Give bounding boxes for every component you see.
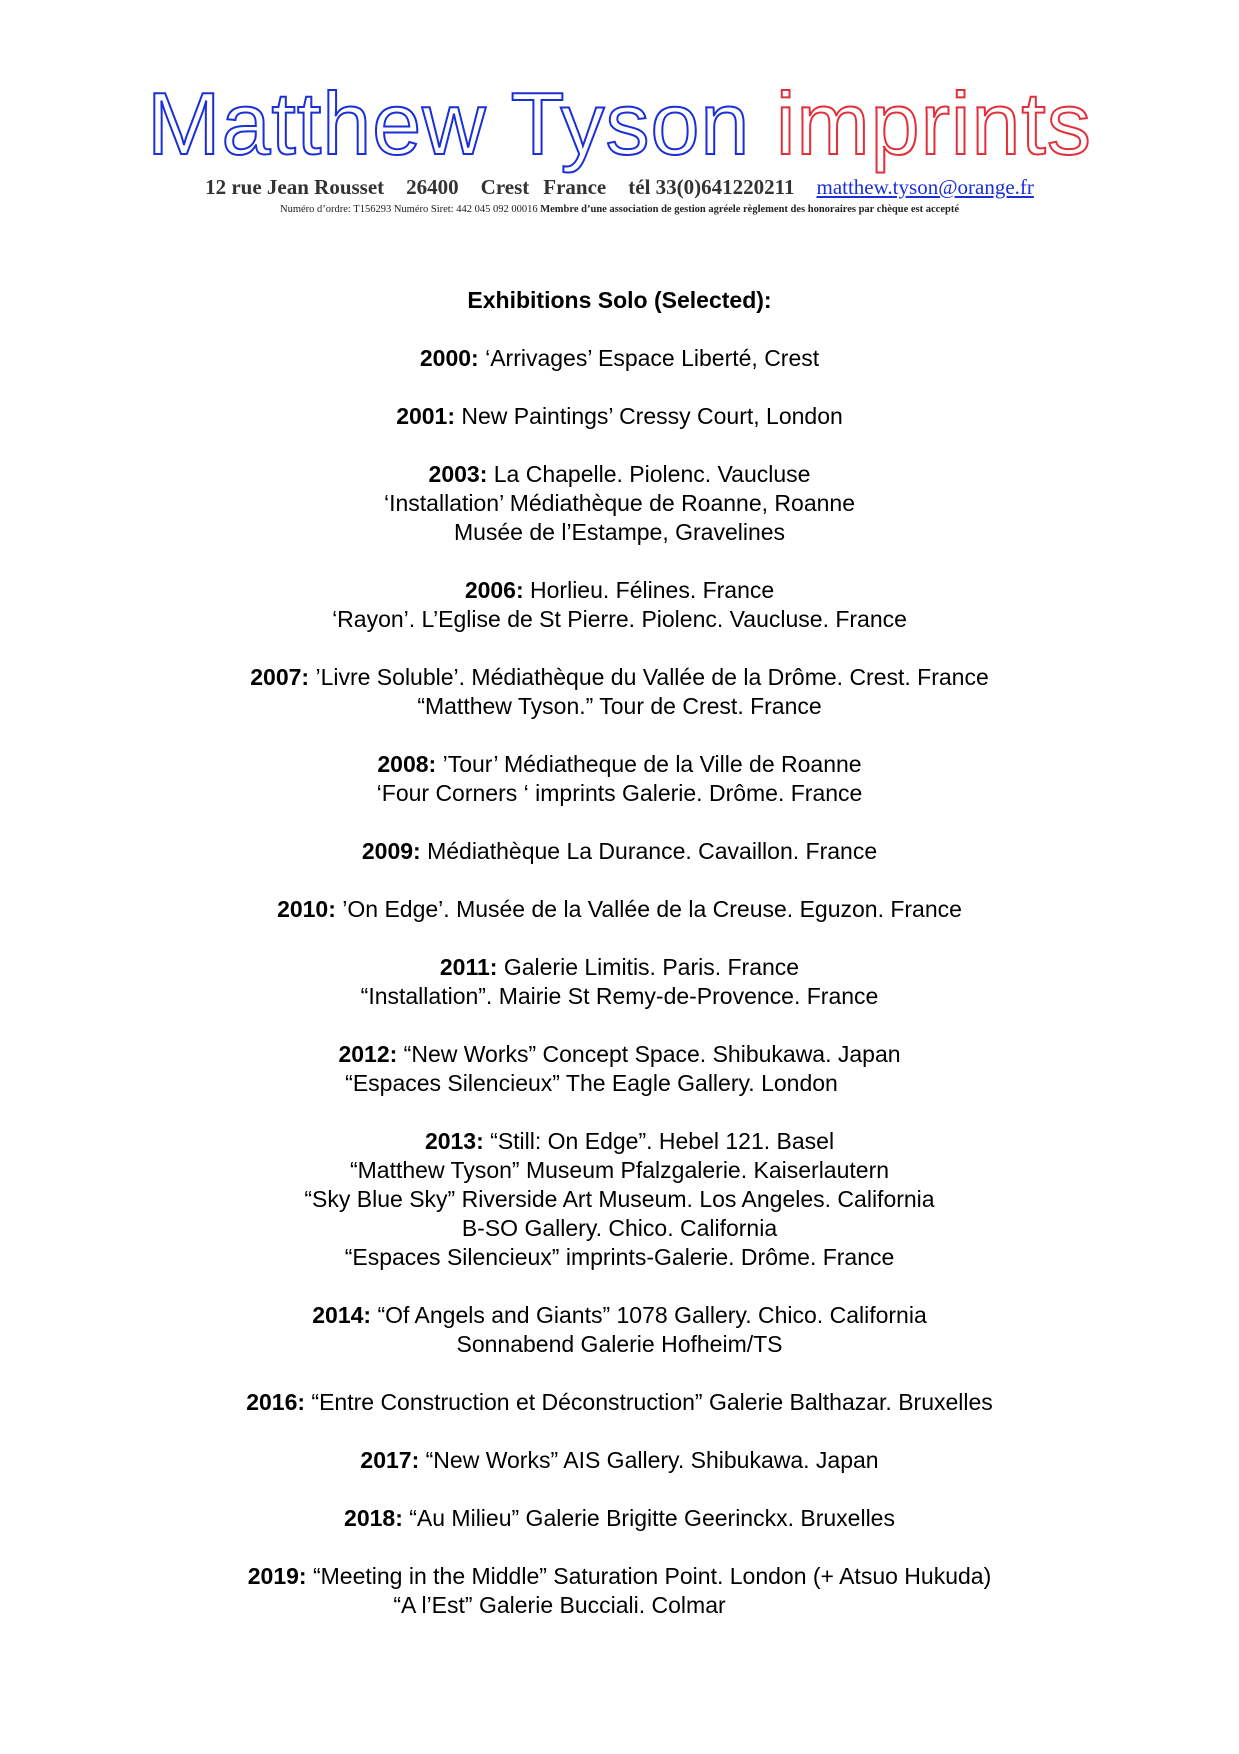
letterhead-logo <box>0 76 1239 172</box>
street: 12 rue Jean Rousset <box>205 175 385 199</box>
exhibition-year: 2007: <box>250 664 310 690</box>
exhibition-entry <box>0 1040 1239 1098</box>
exhibition-line: “New Works” AIS Gallery. Shibukawa. Japan <box>425 1447 879 1473</box>
exhibition-entry <box>0 750 1239 808</box>
phone: tél 33(0)641220211 <box>628 175 795 199</box>
postcode: 26400 <box>406 175 459 199</box>
exhibition-year: 2016: <box>246 1389 306 1415</box>
exhibition-year: 2008: <box>377 751 437 777</box>
exhibition-line: “Of Angels and Giants” 1078 Gallery. Chico. California <box>377 1302 927 1328</box>
exhibition-entry <box>0 460 1239 547</box>
exhibition-line: “Still: On Edge”. Hebel 121. Basel <box>490 1128 835 1154</box>
logo-name: Matthew Tyson <box>147 74 751 173</box>
exhibition-line: “Entre Construction et Déconstruction” Galerie Balthazar. Bruxelles <box>311 1389 993 1415</box>
exhibition-line: La Chapelle. Piolenc. Vaucluse <box>493 461 811 487</box>
registration-numbers: Numéro d’ordre: T156293 Numéro Siret: 442 045 092 00016 <box>280 204 538 215</box>
exhibition-entry <box>0 663 1239 721</box>
exhibition-year: 2014: <box>312 1302 372 1328</box>
exhibition-entry <box>0 344 1239 373</box>
exhibition-year: 2003: <box>428 461 488 487</box>
city: Crest <box>480 175 530 199</box>
address-line <box>0 174 1239 200</box>
exhibition-entry <box>0 1301 1239 1359</box>
exhibitions-section <box>0 286 1239 1649</box>
exhibition-line: Galerie Limitis. Paris. France <box>503 954 800 980</box>
exhibition-year: 2019: <box>247 1563 307 1589</box>
exhibition-line: “Sky Blue Sky” Riverside Art Museum. Los Angeles. California <box>304 1186 935 1212</box>
exhibition-line: “Installation”. Mairie St Remy-de-Provence. France <box>360 983 879 1009</box>
letterhead <box>0 76 1239 172</box>
exhibition-entry <box>0 1388 1239 1417</box>
email-link[interactable]: matthew.tyson@orange.fr <box>816 175 1034 199</box>
exhibition-line: ‘Installation’ Médiathèque de Roanne, Roanne <box>384 490 855 516</box>
exhibition-line: ’Livre Soluble’. Médiathèque du Vallée de la Drôme. Crest. France <box>315 664 989 690</box>
exhibition-line: ’On Edge’. Musée de la Vallée de la Creuse. Eguzon. France <box>342 896 962 922</box>
exhibition-year: 2018: <box>344 1505 403 1531</box>
section-title: Exhibitions Solo (Selected): <box>467 287 772 313</box>
exhibition-line: New Paintings’ Cressy Court, London <box>461 403 843 429</box>
exhibition-line: B-SO Gallery. Chico. California <box>461 1215 778 1241</box>
exhibition-line: “Meeting in the Middle” Saturation Point. London (+ Atsuo Hukuda) <box>312 1563 992 1589</box>
exhibition-line: “New Works” Concept Space. Shibukawa. Japan <box>403 1041 901 1067</box>
exhibition-year: 2011: <box>439 954 498 980</box>
exhibition-entry <box>0 1127 1239 1272</box>
exhibition-line: “Au Milieu” Galerie Brigitte Geerinckx. Bruxelles <box>409 1505 895 1531</box>
exhibition-line: Horlieu. Félines. France <box>530 577 775 603</box>
exhibition-line: “Matthew Tyson” Museum Pfalzgalerie. Kaiserlautern <box>349 1157 890 1183</box>
exhibition-line: “Espaces Silencieux” imprints-Galerie. Drôme. France <box>344 1244 895 1270</box>
exhibition-entry <box>0 895 1239 924</box>
exhibition-line: “A l’Est” Galerie Bucciali. Colmar <box>393 1592 726 1618</box>
exhibition-year: 2000: <box>419 345 479 371</box>
exhibition-year: 2017: <box>360 1447 420 1473</box>
exhibition-year: 2006: <box>464 577 524 603</box>
exhibition-line: ‘Arrivages’ Espace Liberté, Crest <box>485 345 820 371</box>
exhibition-entry <box>0 1504 1239 1533</box>
exhibition-year: 2001: <box>396 403 456 429</box>
exhibition-entry <box>0 576 1239 634</box>
exhibition-entry <box>0 1562 1239 1620</box>
logo-brand: imprints <box>775 74 1092 173</box>
exhibition-entry <box>0 402 1239 431</box>
exhibition-year: 2013: <box>424 1128 484 1154</box>
exhibition-year: 2009: <box>361 838 421 864</box>
exhibition-year: 2010: <box>277 896 336 922</box>
exhibition-line: ’Tour’ Médiatheque de la Ville de Roanne <box>442 751 862 777</box>
exhibition-line: Sonnabend Galerie Hofheim/TS <box>456 1331 783 1357</box>
exhibition-entry <box>0 1446 1239 1475</box>
registration-line <box>0 203 1239 217</box>
exhibition-line: ‘Four Corners ‘ imprints Galerie. Drôme. France <box>376 780 863 806</box>
exhibition-line: “Matthew Tyson.” Tour de Crest. France <box>417 693 822 719</box>
exhibition-line: “Espaces Silencieux” The Eagle Gallery. London <box>345 1070 838 1096</box>
membership-note: Membre d’une association de gestion agréele règlement des honoraires par chèque est accepté <box>540 204 959 215</box>
exhibition-line: Médiathèque La Durance. Cavaillon. France <box>427 838 878 864</box>
exhibition-entry <box>0 953 1239 1011</box>
country: France <box>543 175 607 199</box>
exhibition-year: 2012: <box>338 1041 398 1067</box>
exhibition-line: ‘Rayon’. L’Eglise de St Pierre. Piolenc. Vaucluse. France <box>332 606 907 632</box>
exhibition-entry <box>0 837 1239 866</box>
exhibition-line: Musée de l’Estampe, Gravelines <box>453 519 786 545</box>
